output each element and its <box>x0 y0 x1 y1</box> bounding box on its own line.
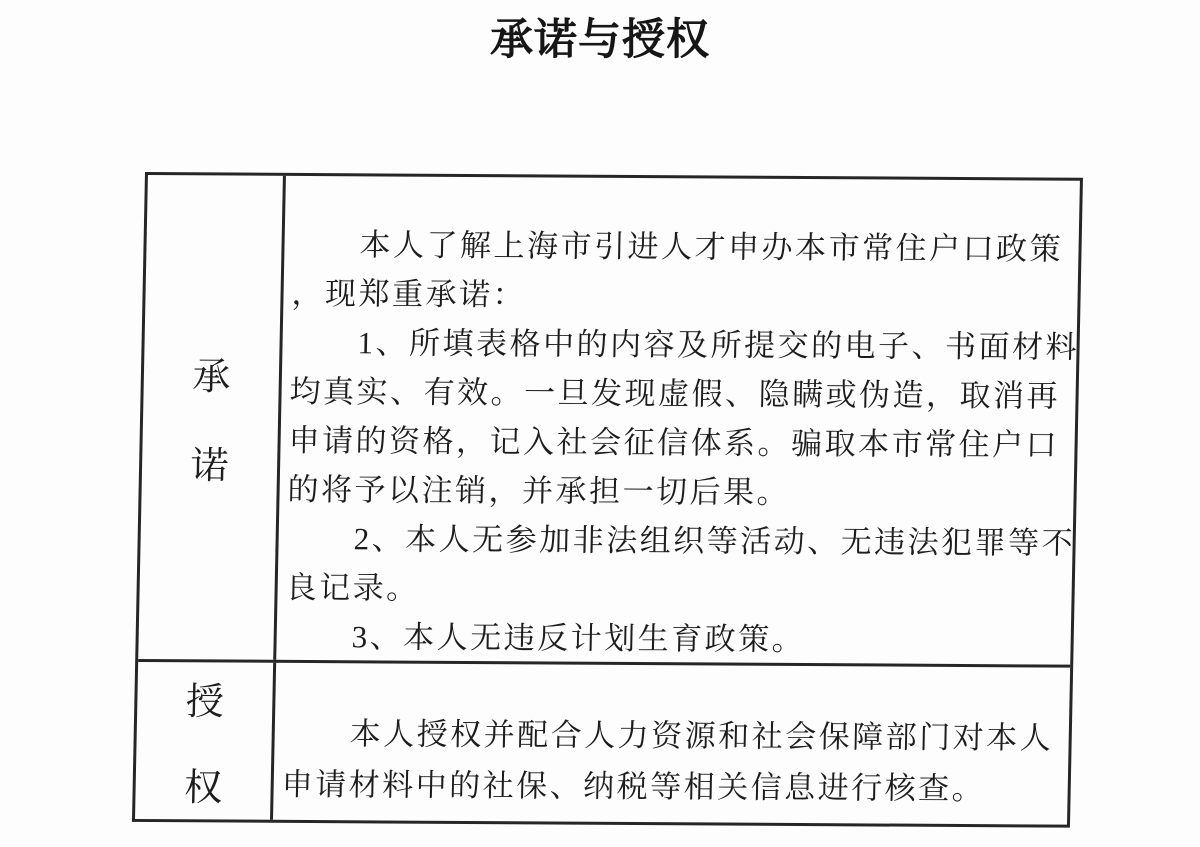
row-label-authorization <box>135 662 276 820</box>
text-line: 均真实、有效。一旦发现虚假、隐瞒或伪造，取消再 <box>289 373 1061 414</box>
page-title: 承诺与授权 <box>490 17 710 64</box>
text-line: 本人了解上海市引进人才申办本市常住户口政策 <box>359 227 1064 267</box>
text-line: 3、本人无违反计划生育政策。 <box>351 619 806 658</box>
table-row-authorization <box>135 662 1070 825</box>
text-line: 的将予以注销，并承担一切后果。 <box>287 471 791 510</box>
text-line: 良记录。 <box>285 569 421 606</box>
label-char-nuo: 诺 <box>190 445 230 488</box>
text-line: 申请材料中的社保、纳税等相关信息进行核查。 <box>281 766 986 807</box>
table-row-commitment <box>138 175 1080 668</box>
text-line: 1、所填表格中的内容及所提交的电子、书面材料 <box>357 325 1080 365</box>
label-char-cheng: 承 <box>191 356 231 399</box>
text-line: 申请的资格，记入社会征信体系。骗取本市常住户口 <box>288 422 1060 463</box>
row-label-commitment <box>138 175 286 660</box>
text-line: 2、本人无参加非法组织等活动、无违法犯罪等不 <box>353 521 1076 561</box>
commitment-authorization-table <box>132 172 1083 828</box>
label-char-quan: 权 <box>183 767 223 810</box>
label-char-shou: 授 <box>185 681 225 724</box>
commitment-content-cell <box>276 176 1096 665</box>
authorization-content-cell <box>273 663 1070 825</box>
text-line: ，现郑重承诺： <box>291 275 527 313</box>
text-line: 本人授权并配合人力资源和社会保障部门对本人 <box>349 716 1054 756</box>
